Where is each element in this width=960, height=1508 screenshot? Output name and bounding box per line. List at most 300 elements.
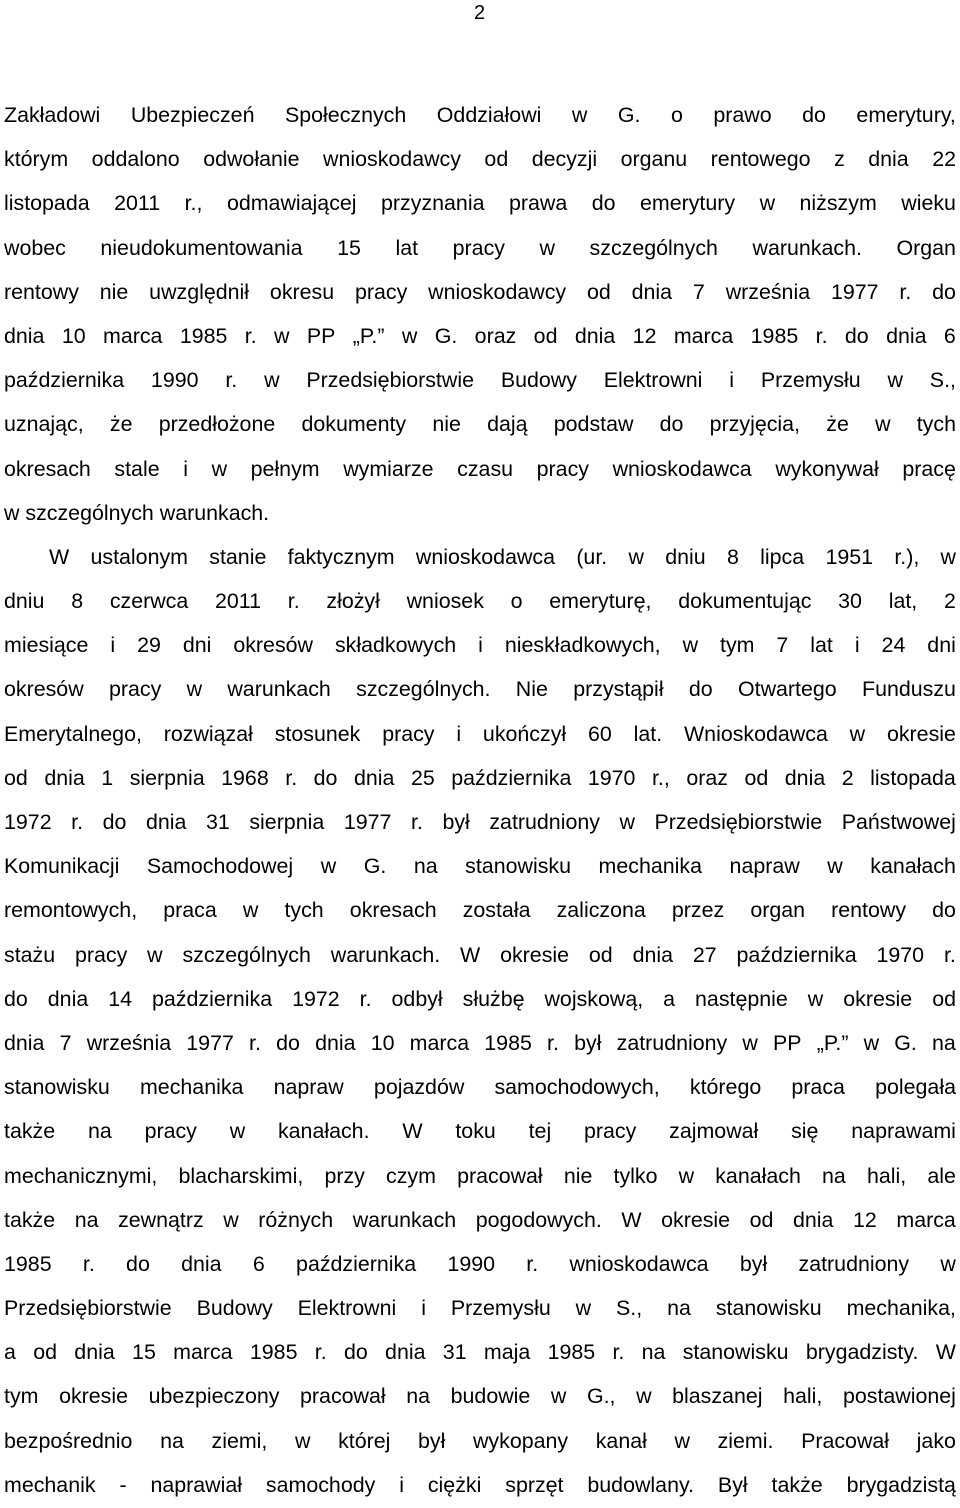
word: pracował <box>457 1163 543 1188</box>
text-line <box>4 181 956 225</box>
word: października <box>451 765 572 790</box>
word: 2 <box>943 589 956 614</box>
word: budowlany. <box>587 1472 695 1497</box>
word: w <box>575 1296 592 1321</box>
word: W <box>49 544 70 569</box>
word: Elektrowni <box>297 1296 397 1321</box>
word: lat <box>395 235 419 260</box>
word: 1951 <box>825 544 874 569</box>
word: dnia <box>574 323 616 348</box>
text-line <box>4 800 956 844</box>
word: 1985 <box>179 323 228 348</box>
word: - <box>119 1472 127 1497</box>
word: na <box>667 1296 691 1321</box>
page-number: 2 <box>474 2 486 24</box>
word: w <box>678 1163 695 1188</box>
word: szczególnych <box>589 235 718 260</box>
word: „P.” <box>816 1030 849 1055</box>
word: r., <box>651 765 670 790</box>
word: okresów <box>4 677 84 702</box>
word: marca <box>673 323 734 348</box>
word: uznając, <box>4 412 84 437</box>
word: w <box>940 544 956 569</box>
word: Komunikacji <box>4 854 120 879</box>
word: do <box>4 986 28 1011</box>
word: wnioskodawcy <box>428 279 567 304</box>
word: praca <box>163 898 217 923</box>
word: w <box>401 323 418 348</box>
word: dokumentując <box>678 589 812 614</box>
word: marca <box>173 1340 233 1365</box>
word: dnia <box>385 1340 426 1365</box>
word: (ur. <box>576 544 608 569</box>
word: rozwiązał <box>163 721 253 746</box>
word: był <box>418 1428 446 1453</box>
word: od <box>586 279 611 304</box>
word: Budowy <box>196 1296 273 1321</box>
word: lat, <box>888 589 918 614</box>
word: ukończył <box>482 721 567 746</box>
word: którego <box>689 1075 762 1100</box>
word: października <box>296 1251 417 1276</box>
word: 7 <box>692 279 705 304</box>
word: Nie <box>515 677 548 702</box>
word: że <box>826 412 849 437</box>
word: dnia <box>868 147 909 172</box>
word: maja <box>483 1340 531 1365</box>
word: stale <box>114 456 160 481</box>
word: 1985 <box>484 1030 532 1055</box>
word: r. <box>359 986 372 1011</box>
word: ziemi, <box>211 1428 268 1453</box>
word: na <box>822 1163 846 1188</box>
word: następnie <box>695 986 788 1011</box>
word: w <box>849 721 866 746</box>
word: i <box>399 1472 404 1497</box>
word: pełnym <box>250 456 320 481</box>
word: organ <box>750 898 806 923</box>
word: Organ <box>896 235 956 260</box>
word: i <box>854 633 860 658</box>
word: Przedsiębiorstwie <box>306 368 474 393</box>
text-line <box>4 1109 956 1153</box>
word: w <box>628 544 644 569</box>
word: r. <box>410 810 423 834</box>
word: naprawiał <box>150 1472 243 1497</box>
word: i <box>110 633 116 658</box>
word: r. <box>547 1030 559 1055</box>
word: zewnątrz <box>118 1207 204 1232</box>
word: 1985 <box>249 1340 298 1365</box>
word: 6 <box>943 323 956 348</box>
word: stażu <box>4 942 56 967</box>
text-line <box>4 93 956 137</box>
text-line <box>4 1021 956 1065</box>
text-line <box>4 447 956 491</box>
word: kanałach <box>715 1163 801 1188</box>
word: Oddziałowi <box>436 103 542 127</box>
word: warunkach. <box>330 942 441 967</box>
word: w <box>827 854 843 879</box>
word: G. <box>617 103 641 127</box>
word: przez <box>671 898 725 923</box>
word: przedłożone <box>158 412 276 437</box>
word: dnia <box>181 1251 222 1276</box>
word: w <box>759 191 776 216</box>
word: tylko <box>613 1163 658 1188</box>
word: rentowego <box>710 147 811 172</box>
word: W <box>402 1119 423 1144</box>
word: w <box>539 235 555 260</box>
word: oraz <box>686 765 728 790</box>
word: dnia <box>793 1207 834 1232</box>
word: G. <box>363 854 387 879</box>
word: pracy <box>355 279 408 304</box>
word: 1985 <box>750 323 799 348</box>
word: z <box>834 147 845 172</box>
word: mechanika <box>598 854 702 879</box>
text-line <box>4 623 956 667</box>
word: niższym <box>799 191 877 216</box>
word: r. <box>249 1030 261 1055</box>
word: 31 <box>442 1340 467 1365</box>
word: na <box>87 1119 112 1144</box>
word: dnia <box>886 323 927 348</box>
word: G. <box>434 323 458 348</box>
word: w <box>807 986 824 1011</box>
word: w <box>682 633 699 658</box>
word: w <box>242 898 259 923</box>
word: sierpnia <box>129 765 205 790</box>
word: oraz <box>474 323 517 348</box>
word: i <box>421 1296 426 1321</box>
word: 7 <box>776 633 789 658</box>
word: faktycznym <box>287 544 395 569</box>
word: 1977 <box>830 279 879 304</box>
word: i <box>729 368 735 393</box>
word: 1977 <box>186 1030 234 1055</box>
word: prawo <box>713 103 772 127</box>
word: września <box>86 1030 172 1055</box>
word: 1972 <box>292 986 340 1011</box>
word: w <box>636 1384 652 1409</box>
word: 1985 <box>547 1340 596 1365</box>
word: okresu <box>269 279 335 304</box>
word: i <box>478 633 483 658</box>
word: emeryturę, <box>549 589 652 614</box>
word: dnia <box>4 323 45 348</box>
word: do <box>688 677 713 702</box>
word: okresach <box>4 456 91 481</box>
word: na <box>160 1428 184 1453</box>
word: dnia <box>632 942 674 967</box>
word: dają <box>487 412 528 437</box>
word: wnioskodawca <box>569 1251 709 1276</box>
word: mechanik <box>4 1472 96 1497</box>
word: stanowisku <box>4 1075 110 1100</box>
word: sprzęt <box>505 1472 564 1497</box>
word: pogodowych. <box>475 1207 602 1232</box>
word: uwzględnił <box>149 279 250 304</box>
word: dniu <box>4 589 45 614</box>
word: października <box>736 942 857 967</box>
word: w <box>264 368 280 393</box>
word: dnia <box>4 1030 45 1055</box>
word: samochody <box>265 1472 376 1497</box>
word: dni <box>927 633 956 658</box>
word: rentowy <box>4 279 79 304</box>
word: na <box>413 854 438 879</box>
word: W <box>460 942 481 967</box>
word: czym <box>386 1163 436 1188</box>
word: Przedsiębiorstwie <box>654 810 823 834</box>
word: był <box>739 1251 768 1276</box>
word: r. <box>943 942 956 967</box>
word: r. <box>71 810 84 834</box>
word: stanie <box>209 544 267 569</box>
word: 27 <box>692 942 717 967</box>
word: do <box>844 323 869 348</box>
word: mechanicznymi, <box>4 1163 158 1188</box>
word: dnia <box>74 1340 115 1365</box>
word: oddalono <box>91 147 180 172</box>
word: okresie <box>661 1207 731 1232</box>
word: stanowisku <box>715 1296 822 1321</box>
word: r., <box>184 191 203 216</box>
word: a <box>4 1340 16 1365</box>
word: w <box>211 456 228 481</box>
word: w <box>571 103 588 127</box>
word: na <box>641 1340 666 1365</box>
word: do <box>313 765 338 790</box>
word: G. <box>894 1030 917 1055</box>
word: dokumenty <box>301 412 407 437</box>
word: wnioskodawcy <box>323 147 461 172</box>
word: „P.” <box>352 323 385 348</box>
word: Pracował <box>801 1428 890 1453</box>
word: listopada <box>870 765 956 790</box>
word: 1985 <box>4 1251 52 1276</box>
word: o <box>510 589 523 614</box>
word: hali, <box>783 1384 823 1409</box>
word: Wnioskodawca <box>683 721 828 746</box>
word: wykopany <box>472 1428 569 1453</box>
text-line <box>4 137 956 181</box>
text-line <box>4 1330 956 1374</box>
word: w <box>274 323 290 348</box>
word: PP <box>306 323 336 348</box>
word: 12 <box>853 1207 877 1232</box>
word: do <box>276 1030 300 1055</box>
word: Był <box>717 1472 748 1497</box>
word: od <box>484 147 509 172</box>
word: emerytury, <box>856 103 956 127</box>
word: do <box>591 191 616 216</box>
word: wojskową, <box>544 986 644 1011</box>
word: o <box>670 103 683 127</box>
word: 15 <box>132 1340 156 1365</box>
word: 10 <box>61 323 86 348</box>
word: samochodowych, <box>494 1075 660 1100</box>
word: dnia <box>631 279 673 304</box>
word: 24 <box>881 633 906 658</box>
word: r. <box>899 279 912 304</box>
word: prawa <box>508 191 568 216</box>
word: szczególnych. <box>356 677 491 702</box>
word: w <box>186 677 203 702</box>
text-line <box>4 756 956 800</box>
word: dnia <box>145 810 187 834</box>
word: kanał <box>595 1428 647 1453</box>
word: marca <box>896 1207 956 1232</box>
word: blaszanej <box>672 1384 763 1409</box>
word: okresie <box>59 1384 129 1409</box>
word: została <box>462 898 531 923</box>
word: hali, <box>866 1163 907 1188</box>
word: r. <box>244 323 257 348</box>
word: dnia <box>784 765 826 790</box>
word: w <box>940 1251 956 1276</box>
word: do <box>932 898 956 923</box>
word: 6 <box>252 1251 265 1276</box>
word: złożył <box>326 589 380 614</box>
word: 30 <box>838 589 862 614</box>
word: odmawiającej <box>226 191 357 216</box>
word: składkowych <box>334 633 457 658</box>
word: ubezpieczony <box>148 1384 280 1409</box>
word: w <box>619 810 635 834</box>
word: budowie <box>450 1384 531 1409</box>
text-line <box>4 1154 956 1198</box>
word: stanowisku <box>682 1340 789 1365</box>
word: ziemi. <box>717 1428 774 1453</box>
word: się <box>791 1119 819 1144</box>
word: Otwartego <box>738 677 837 702</box>
word: 1970 <box>876 942 925 967</box>
word: był <box>442 810 470 834</box>
word: Budowy <box>500 368 577 393</box>
word: Społecznych <box>284 103 407 127</box>
word: Emerytalnego, <box>4 721 142 746</box>
text-line <box>4 1286 956 1330</box>
word: do <box>343 1340 368 1365</box>
word: na <box>74 1207 99 1232</box>
word: pracy <box>584 1119 637 1144</box>
word: pojazdów <box>373 1075 465 1100</box>
word: okresów <box>233 633 313 658</box>
text-line <box>4 1374 956 1418</box>
word: 22 <box>932 147 956 172</box>
text-line <box>4 977 956 1021</box>
word: r. <box>287 589 300 614</box>
word: przyznania <box>381 191 485 216</box>
word: w <box>875 412 891 437</box>
word: warunkach <box>227 677 331 702</box>
word: do <box>126 1251 150 1276</box>
word: okresie <box>886 721 956 746</box>
word: był <box>574 1030 602 1055</box>
word: r. <box>314 1340 327 1365</box>
word: W <box>621 1207 642 1232</box>
word: ale <box>927 1163 956 1188</box>
text-line <box>4 933 956 977</box>
word: służbę <box>462 986 525 1011</box>
word: r.), <box>894 544 920 569</box>
word: w <box>320 854 337 879</box>
word: lat. <box>633 721 663 746</box>
word: 12 <box>632 323 657 348</box>
word: pracy <box>452 235 505 260</box>
word: 15 <box>337 235 361 260</box>
word: emerytury <box>640 191 736 216</box>
word: 8 <box>71 589 84 614</box>
text-line <box>4 888 956 932</box>
word: r. <box>82 1251 95 1276</box>
word: w <box>887 368 903 393</box>
word: praca <box>791 1075 845 1100</box>
word: przystąpił <box>573 677 664 702</box>
word: 29 <box>137 633 161 658</box>
word: tych <box>284 898 324 923</box>
word: odbył <box>391 986 443 1011</box>
word: organu <box>620 147 688 172</box>
word: S., <box>929 368 956 393</box>
word: wymiarze <box>343 456 434 481</box>
word: Państwowej <box>841 810 956 834</box>
word: marca <box>409 1030 470 1055</box>
word: Ubezpieczeń <box>130 103 255 127</box>
word: od <box>932 986 956 1011</box>
word: dni <box>182 633 212 658</box>
text-line <box>4 358 956 402</box>
word: 25 <box>410 765 435 790</box>
word: zatrudniony <box>798 1251 910 1276</box>
document-text <box>4 93 956 1507</box>
word: Funduszu <box>862 677 956 702</box>
word: r. <box>815 323 828 348</box>
word: rentowy <box>831 898 907 923</box>
word: od <box>33 1340 57 1365</box>
word: którym <box>4 147 69 172</box>
word: 14 <box>108 986 133 1011</box>
word: i <box>456 721 462 746</box>
word: Elektrowni <box>603 368 703 393</box>
word: i <box>183 456 188 481</box>
word: 10 <box>370 1030 395 1055</box>
word: dnia <box>315 1030 356 1055</box>
word: września <box>725 279 811 304</box>
text-line <box>4 226 956 270</box>
word: naprawami <box>851 1119 956 1144</box>
word: od <box>4 765 28 790</box>
word: r. <box>612 1340 625 1365</box>
word: w <box>550 1384 567 1409</box>
word: wieku <box>901 191 956 216</box>
word: czerwca <box>109 589 189 614</box>
word: zatrudniony <box>616 1030 728 1055</box>
text-line <box>4 667 956 711</box>
word: ciężki <box>427 1472 482 1497</box>
word: na <box>406 1384 431 1409</box>
word: na <box>932 1030 956 1055</box>
word: dnia <box>353 765 395 790</box>
word: ustalonym <box>90 544 188 569</box>
word: tych <box>916 412 956 437</box>
word: bezpośrednio <box>4 1428 133 1453</box>
word: okresach <box>349 898 437 923</box>
word: przy <box>324 1163 365 1188</box>
word: nie <box>563 1163 593 1188</box>
